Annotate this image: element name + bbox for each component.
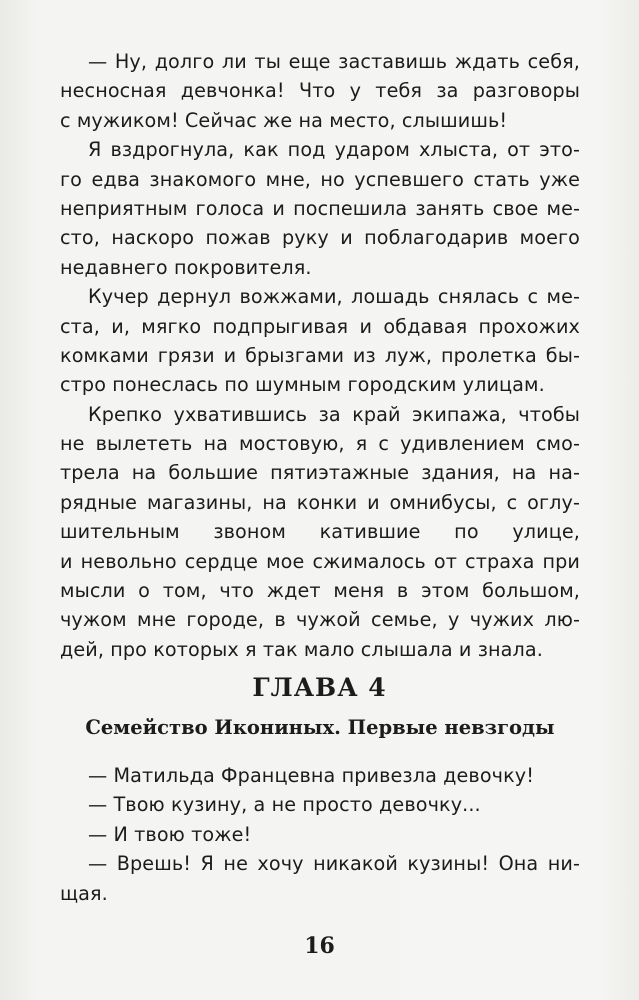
text-line: — Твою кузину, а не просто девочку...: [88, 793, 481, 817]
text-line: щая.: [60, 881, 108, 905]
text-line: ста, и, мягко подпрыгивая и обдавая прохожих: [60, 314, 580, 338]
text-line: Кучер дернул вожжами, лошадь снялась с ме-: [88, 285, 580, 309]
text-line: не вылететь на мостовую, я с удивлением смо-: [60, 432, 580, 456]
text-line: сто, наскоро пожав руку и поблагодарив моего: [60, 226, 580, 250]
text-line: — Врешь! Я не хочу никакой кузины! Она ни-: [88, 852, 580, 876]
text-line: стро понеслась по шумным городским улицам.: [60, 373, 545, 397]
text-line: трела на большие пятиэтажные здания, на на-: [60, 461, 580, 485]
chapter-heading: ГЛАВА 4: [252, 673, 387, 702]
text-line: и невольно сердце мое сжималось от страха при: [60, 549, 580, 573]
text-line: с мужиком! Сейчас же на место, слышишь!: [60, 108, 508, 132]
page-number: 16: [304, 933, 335, 959]
text-line: — И твою тоже!: [88, 822, 252, 846]
text-line: комками грязи и брызгами из луж, пролетка бы-: [60, 343, 580, 367]
body-text-top: [60, 47, 580, 664]
text-line: Я вздрогнула, как под ударом хлыста, от это-: [88, 138, 580, 162]
text-line: — Матильда Францевна привезла девочку!: [88, 764, 535, 787]
text-line: несносная девчонка! Что у тебя за разговоры: [60, 79, 580, 103]
body-text-bottom: [60, 761, 580, 908]
text-line: — Ну, долго ли ты еще заставишь ждать себя,: [88, 50, 580, 73]
text-line: шительным звоном катившие по улице,: [60, 520, 580, 544]
text-line: недавнего покровителя.: [60, 255, 312, 279]
text-line: дей, про которых я так мало слышала и знала.: [60, 637, 543, 661]
chapter-subtitle: Семейство Икониных. Первые невзгоды: [85, 716, 555, 739]
text-line: чужом мне городе, в чужой семье, у чужих лю-: [60, 608, 580, 632]
text-line: рядные магазины, на конки и омнибусы, с оглу-: [60, 490, 580, 514]
text-line: Крепко ухватившись за край экипажа, чтобы: [88, 402, 580, 426]
text-line: го едва знакомого мне, но успевшего стать уже: [60, 167, 580, 191]
text-line: мысли о том, что ждет меня в этом большом,: [60, 579, 580, 603]
text-line: неприятным голоса и поспешила занять свое ме-: [60, 196, 580, 220]
